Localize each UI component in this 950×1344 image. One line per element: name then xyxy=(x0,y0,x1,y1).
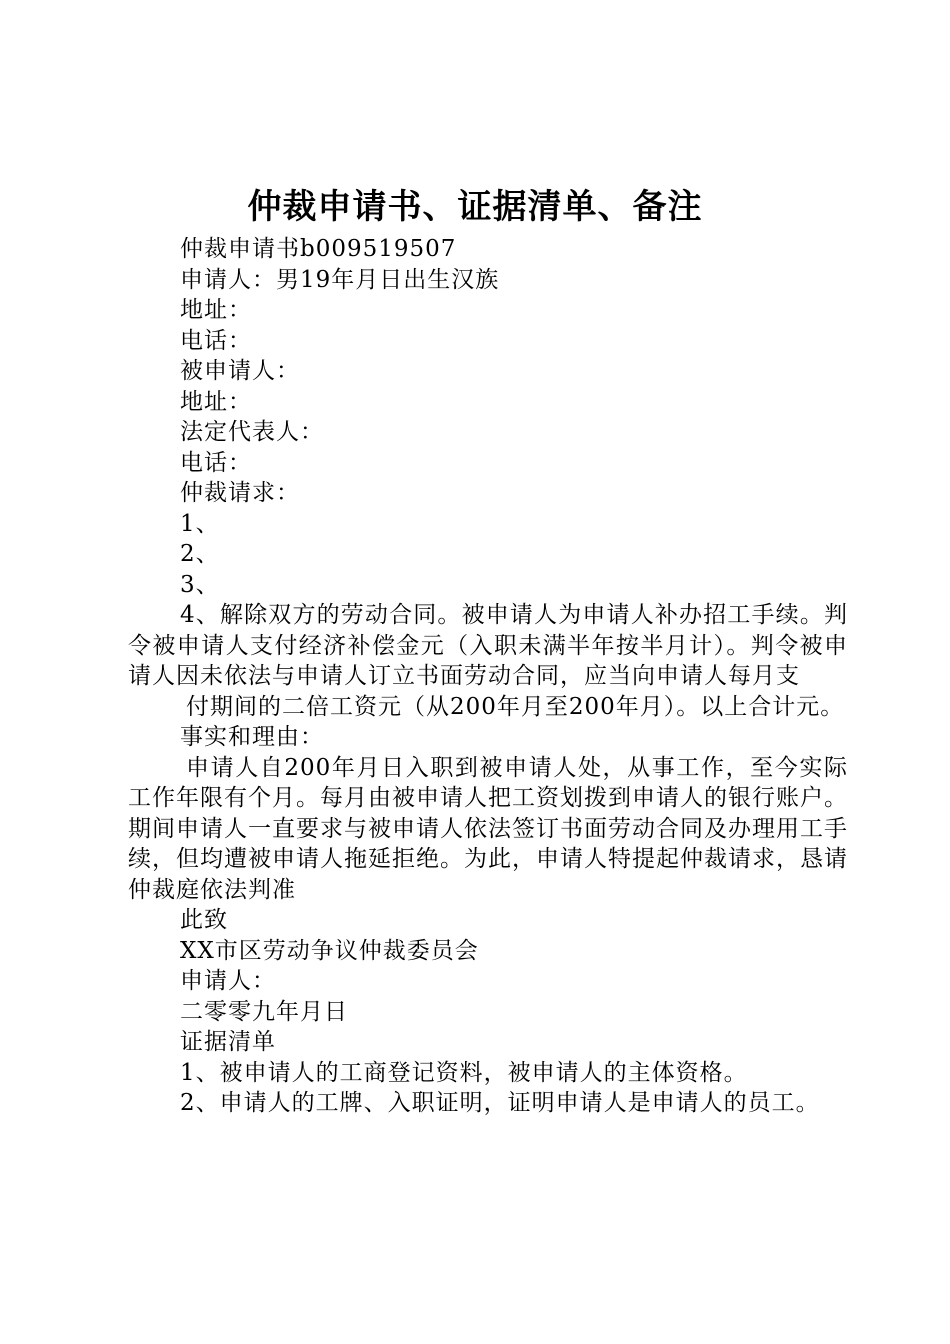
recipient: XX市区劳动争议仲裁委员会 xyxy=(180,937,479,964)
date-line: 二零零九年月日 xyxy=(180,998,348,1025)
applicant-phone-line: 电话： xyxy=(180,327,252,354)
signature-line: 申请人： xyxy=(180,968,276,994)
legal-rep-line: 法定代表人： xyxy=(180,419,324,445)
applicant-line: 申请人：男19年月日出生汉族 xyxy=(180,266,500,293)
evidence-item-2: 2、申请人的工牌、入职证明，证明申请人是申请人的员工。 xyxy=(180,1090,820,1116)
applicant-address-line: 地址： xyxy=(180,297,252,323)
respondent-address-line: 地址： xyxy=(180,388,252,415)
claim-2: 2、 xyxy=(180,541,220,567)
respondent-phone-line: 电话： xyxy=(180,449,252,476)
doc-id-line: 仲裁申请书b009519507 xyxy=(180,236,457,262)
facts-heading: 事实和理由： xyxy=(180,724,324,750)
claim-1: 1、 xyxy=(180,510,220,537)
facts-paragraph: 申请人自200年月日入职到被申请人处，从事工作，至今实际工作年限有个月。每月由被申请人把工资划拨到申请人的银行账户。期间申请人一直要求与被申请人依法签订书面劳动合同及办理用工手续，但均遭被申请人拖延拒绝。为此，申请人特提起仲裁请求，恳请仲裁庭依法判准 xyxy=(128,754,848,903)
respondent-line: 被申请人： xyxy=(180,358,300,384)
evidence-item-1: 1、被申请人的工商登记资料，被申请人的主体资格。 xyxy=(180,1059,748,1086)
document-title: 仲裁申请书、证据清单、备注 xyxy=(247,187,703,227)
claim-4: 4、解除双方的劳动合同。被申请人为申请人补办招工手续。判令被申请人支付经济补偿金元（入职未满半年按半月计）。判令被申请人因未依法与申请人订立书面劳动合同，应当向申请人每月支 xyxy=(128,602,848,689)
claim-4-continued: 付期间的二倍工资元（从200年月至200年月）。以上合计元。 xyxy=(186,693,845,720)
salutation: 此致 xyxy=(180,907,228,933)
claim-3: 3、 xyxy=(180,571,220,598)
document-body xyxy=(128,234,848,1119)
evidence-heading: 证据清单 xyxy=(180,1029,276,1055)
claims-heading: 仲裁请求： xyxy=(180,480,300,506)
